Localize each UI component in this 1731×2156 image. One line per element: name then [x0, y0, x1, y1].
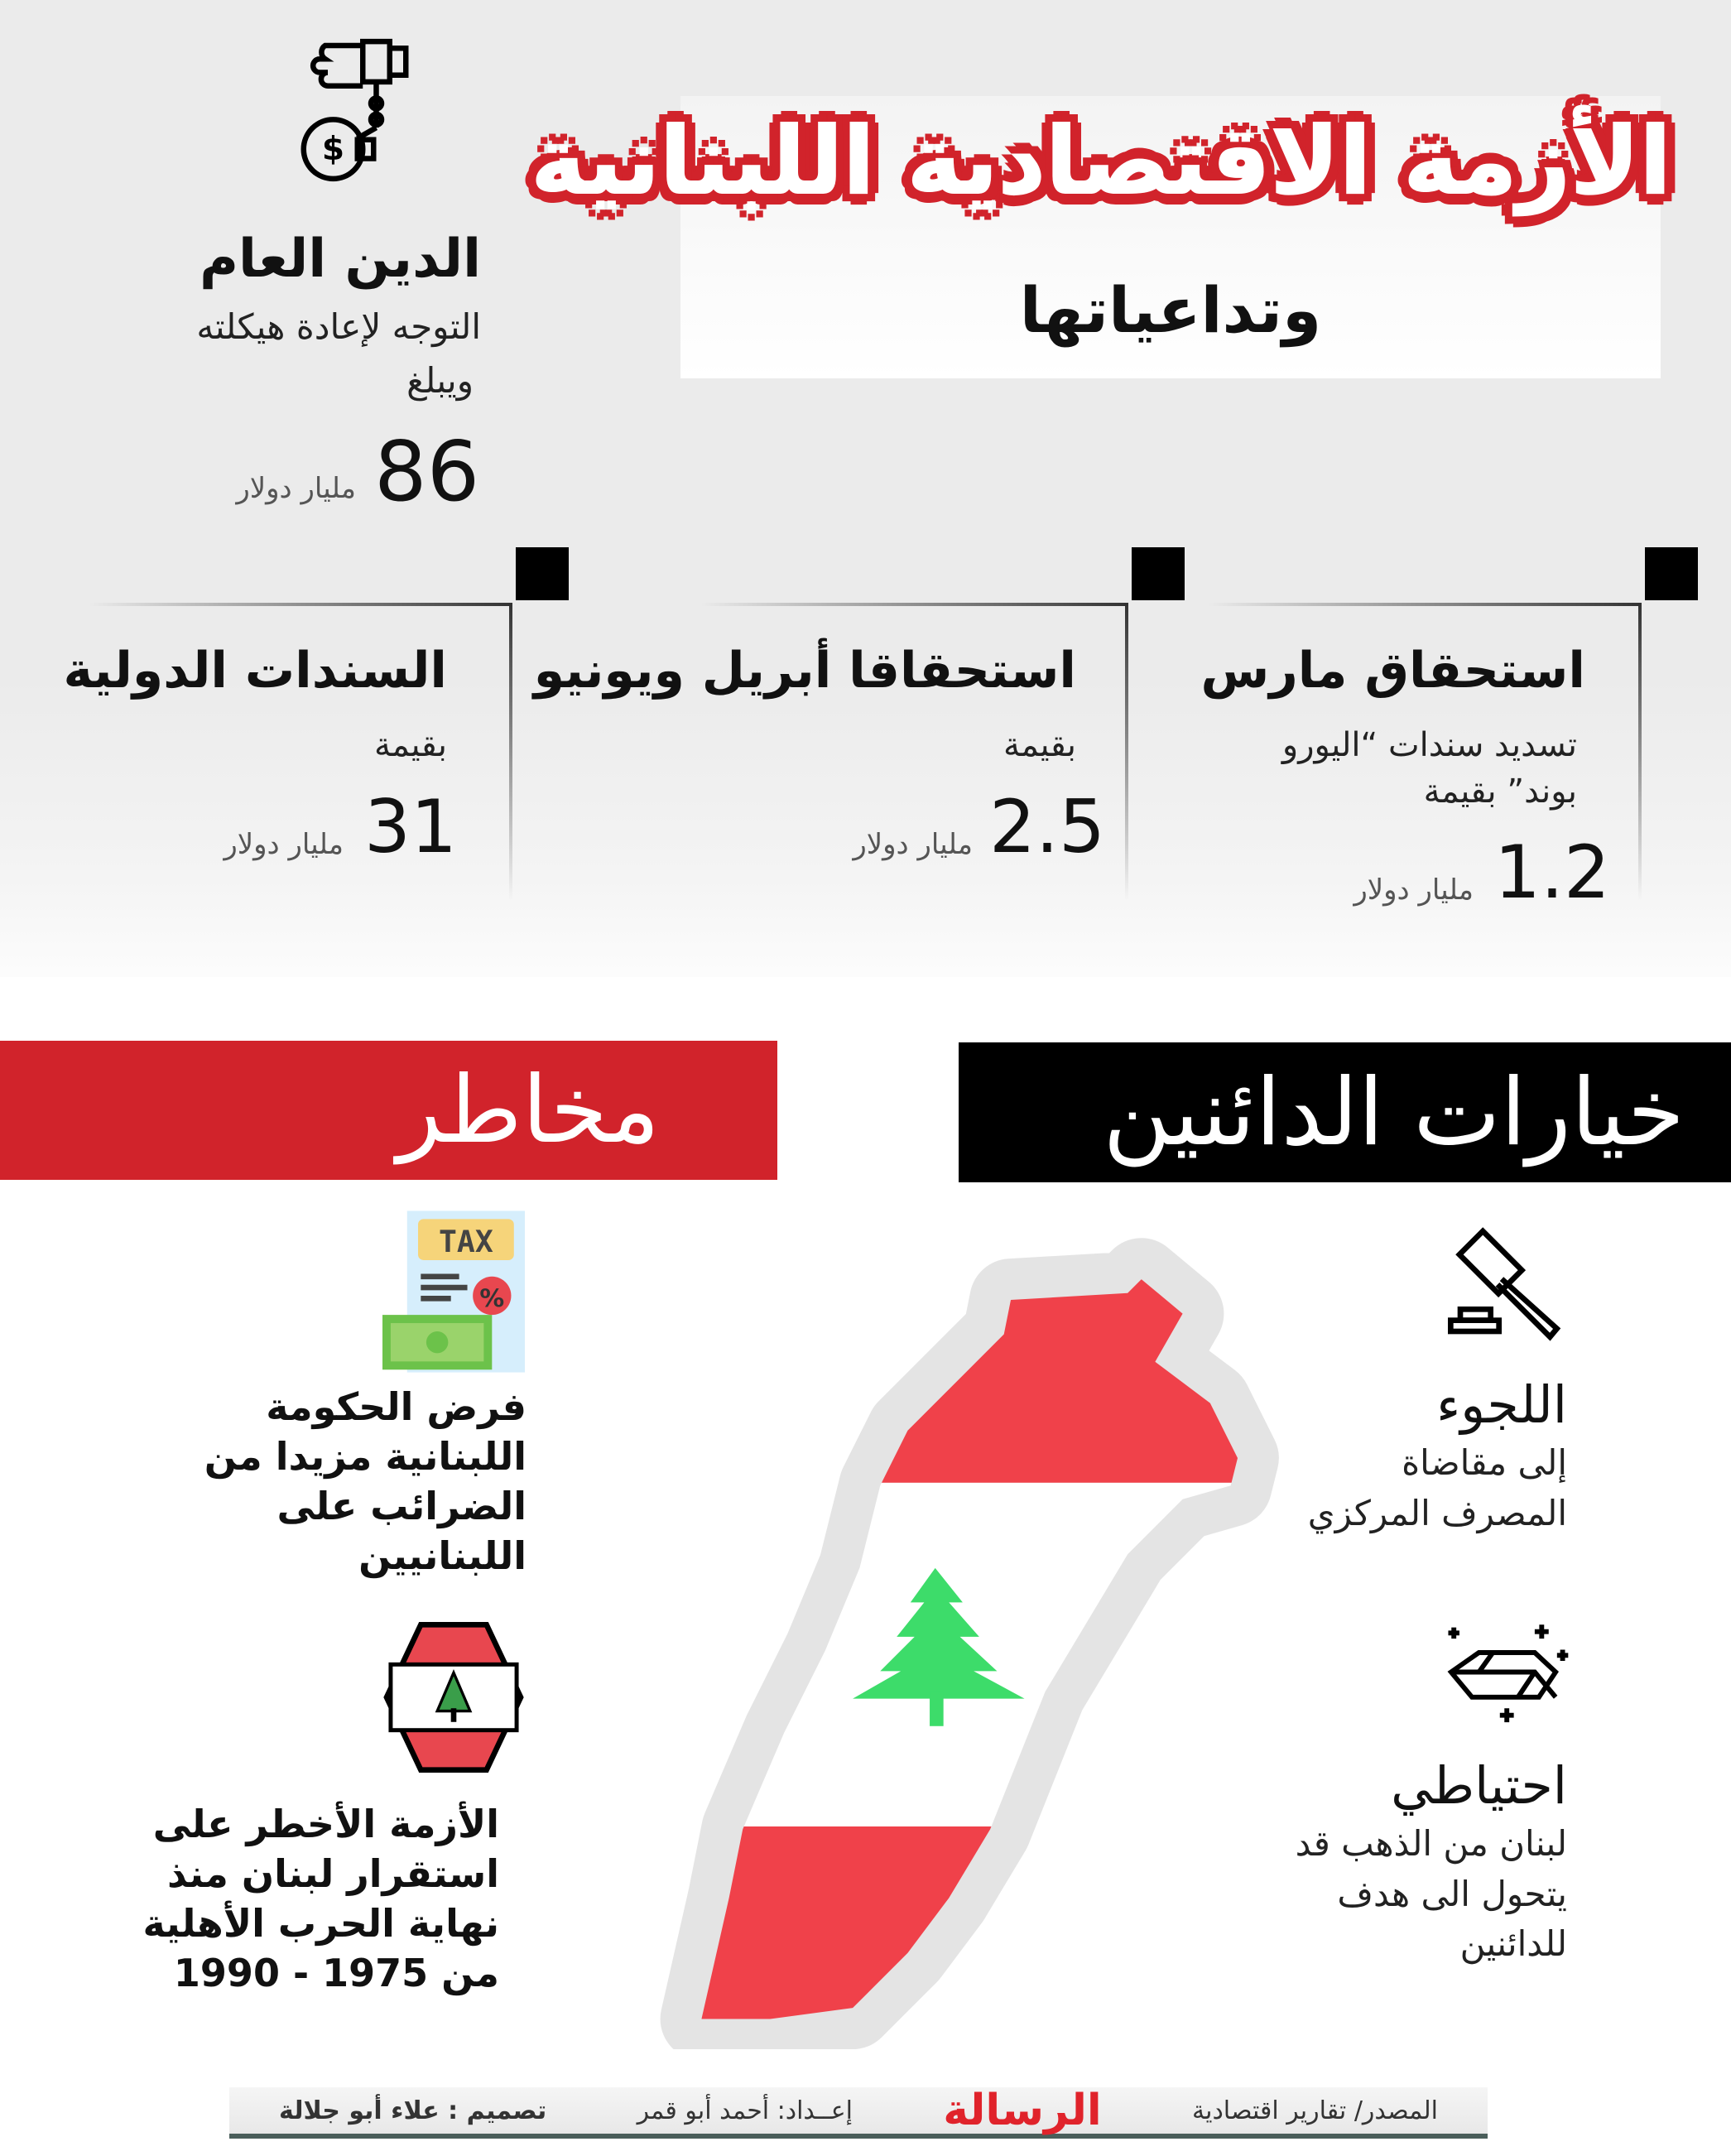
option-line: للدائنين — [1459, 1923, 1567, 1964]
risks-banner — [0, 1041, 777, 1180]
debt-desc-2: ويبلغ — [406, 360, 474, 401]
option-line: إلى مقاضاة — [1402, 1442, 1567, 1483]
option-line: لبنان من الذهب قد — [1295, 1823, 1567, 1864]
risk-line: اللبنانيين — [358, 1533, 527, 1578]
footer-design: تصميم : علاء أبو جلالة — [279, 2096, 547, 2125]
footer-bar — [229, 2087, 1488, 2139]
lebanon-flag-hexagon-icon — [382, 1620, 525, 1774]
svg-text:%: % — [479, 1284, 505, 1314]
svg-text:$: $ — [321, 131, 345, 169]
card-value: 31 — [364, 784, 457, 869]
footer-prepared: إعــداد: أحمد أبو قمر — [637, 2096, 853, 2125]
handcuff-money-icon — [296, 35, 457, 196]
debt-value: 86 — [374, 423, 480, 520]
card-border — [1638, 603, 1642, 901]
card-marker — [1645, 547, 1698, 600]
card-value: 2.5 — [989, 784, 1105, 869]
option-title: احتياطي — [1391, 1755, 1567, 1816]
debt-unit: مليار دولار — [236, 472, 356, 505]
card-border — [1125, 603, 1128, 901]
card-value: 1.2 — [1494, 830, 1610, 915]
card-border — [1209, 603, 1642, 606]
card-marker — [1132, 547, 1185, 600]
card-desc: تسديد سندات “اليورو — [1281, 726, 1577, 764]
options-banner — [959, 1042, 1731, 1182]
card-unit: مليار دولار — [1354, 873, 1474, 907]
card-title: السندات الدولية — [63, 642, 447, 700]
card-desc: بوند” بقيمة — [1423, 772, 1577, 811]
card-title: استحقاق مارس — [1200, 642, 1585, 700]
footer-source: المصدر/ تقارير اقتصادية — [1192, 2096, 1438, 2125]
gavel-icon — [1444, 1224, 1568, 1348]
risk-line: استقرار لبنان منذ — [167, 1851, 499, 1896]
card-border — [701, 603, 1128, 606]
option-line: المصرف المركزي — [1307, 1493, 1567, 1533]
footer-logo: الرسالة — [943, 2086, 1102, 2135]
option-title: اللجوء — [1436, 1374, 1567, 1435]
debt-title: الدين العام — [200, 229, 481, 290]
options-title: خيارات الدائنين — [1103, 1058, 1685, 1167]
debt-desc-1: التوجه لإعادة هيكلته — [196, 306, 481, 347]
svg-text:TAX: TAX — [439, 1224, 493, 1260]
card-desc: بقيمة — [373, 726, 447, 764]
tax-icon — [382, 1210, 525, 1373]
risks-title: مخاطر — [397, 1056, 660, 1164]
card-unit: مليار دولار — [224, 828, 344, 861]
gold-bars-icon — [1437, 1616, 1570, 1728]
risk-line: نهاية الحرب الأهلية — [142, 1901, 499, 1946]
risk-line: الأزمة الأخطر على — [152, 1802, 499, 1846]
card-marker — [516, 547, 569, 600]
option-line: يتحول الى هدف — [1337, 1874, 1567, 1914]
risk-line: فرض الحكومة — [266, 1384, 527, 1429]
card-desc: بقيمة — [1003, 726, 1076, 764]
risk-line: اللبنانية مزيدا من — [204, 1434, 527, 1479]
card-unit: مليار دولار — [853, 828, 973, 861]
page-title: الأزمة الاقتصادية اللبنانية — [531, 108, 1671, 215]
card-border — [89, 603, 512, 606]
card-title: استحقاقا أبريل ويونيو — [533, 642, 1076, 700]
card-border — [509, 603, 512, 901]
risk-line: الضرائب على — [276, 1484, 527, 1528]
page-subtitle: وتداعياتها — [1019, 273, 1322, 347]
risk-line: من 1975 - 1990 — [173, 1951, 499, 1995]
